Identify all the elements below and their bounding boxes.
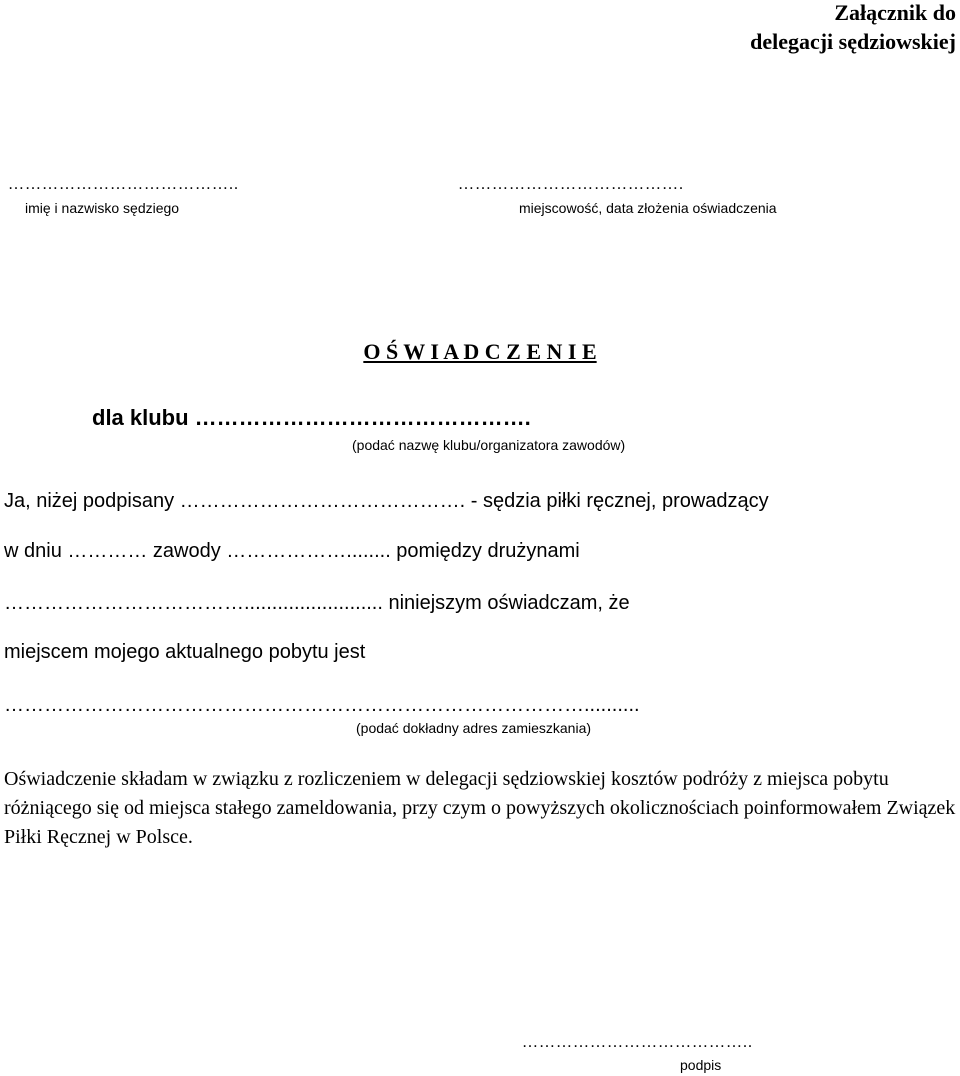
address-field[interactable]: …………………………………………………………………………….......... [4,694,640,716]
club-hint: (podać nazwę klubu/organizatora zawodów) [352,437,626,453]
statement-line-1: Ja, niżej podpisany ……………………………………. - sędzia piłki ręcznej, prowadzący [4,490,769,512]
declaration-paragraph: Oświadczenie składam w związku z rozliczeniem w delegacji sędziowskiej kosztów podróży z miejsca pobytu różniącego się od miejsca stałego zameldowania, przy czym o powyższych okolicznościach poinformowałem Związek Piłki Ręcznej w Polsce. [4,768,956,848]
club-field[interactable]: dla klubu ………………………………………. [92,405,531,430]
signature-label: podpis [680,1057,722,1073]
document-title: O Ś W I A D C Z E N I E [363,339,597,364]
referee-name-label: imię i nazwisko sędziego [25,200,180,216]
referee-name-field[interactable]: ………………………………….. [8,176,239,193]
place-date-label: miejscowość, data złożenia oświadczenia [519,200,777,216]
signature-field[interactable]: ………………………………….. [522,1034,753,1051]
place-date-field[interactable]: …………………………………. [458,176,684,193]
address-hint: (podać dokładny adres zamieszkania) [356,720,592,736]
statement-line-3: ………………………………......................... niniejszym oświadczam, że [4,592,630,614]
attachment-title-line1: Załącznik do [834,0,956,25]
attachment-title-line2: delegacji sędziowskiej [750,29,956,54]
statement-line-2: w dniu ………… zawody ………………........ pomiędzy drużynami [4,540,580,562]
statement-line-4: miejscem mojego aktualnego pobytu jest [4,641,366,663]
